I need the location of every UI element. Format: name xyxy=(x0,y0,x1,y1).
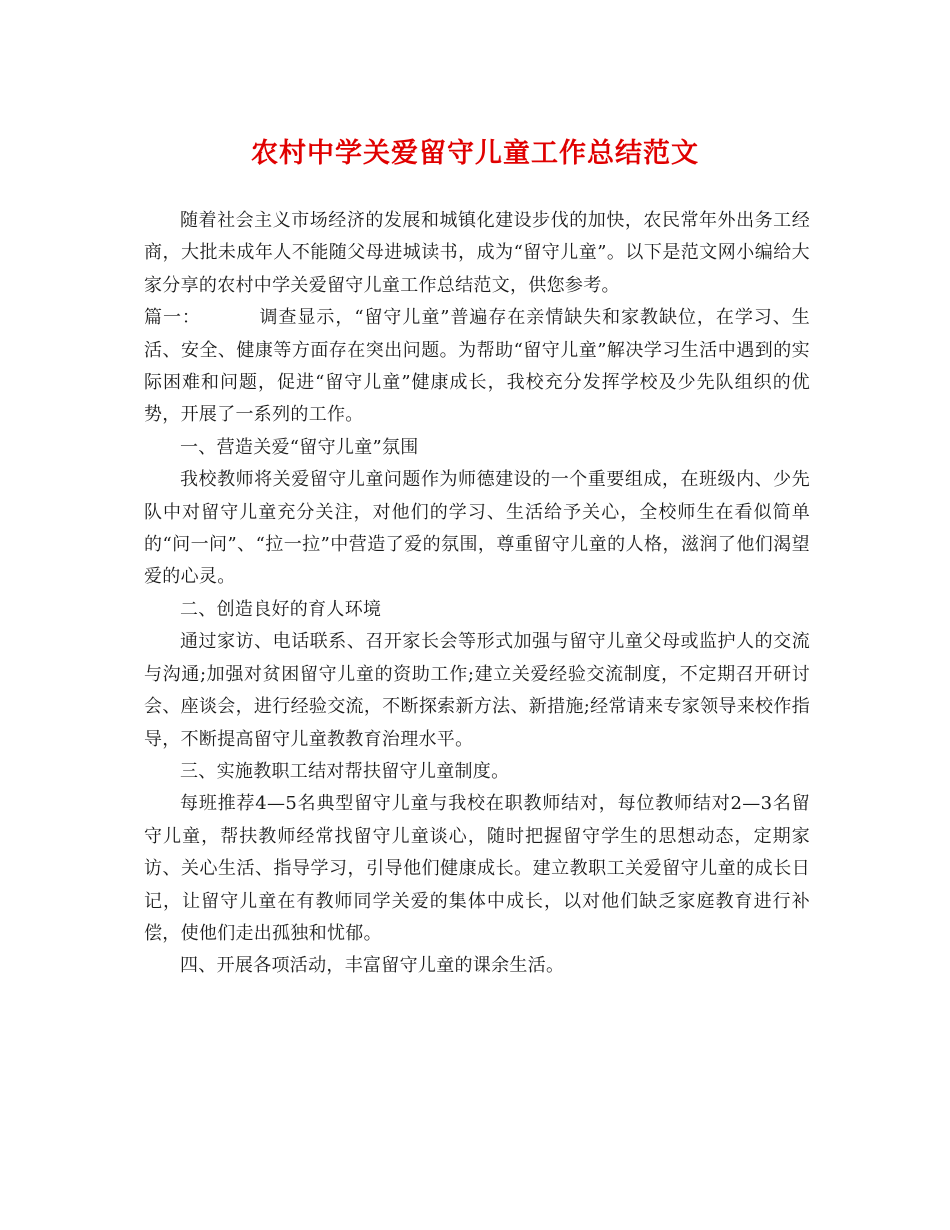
intro-paragraph: 随着社会主义市场经济的发展和城镇化建设步伐的加快，农民常年外出务工经商，大批未成年人不能随父母进城读书，成为“留守儿童”。以下是范文网小编给大家分享的农村中学关爱留守儿童工作总结范文，供您参考。 xyxy=(144,210,810,296)
part-one-paragraph xyxy=(144,302,810,432)
document-title: 农村中学关爱留守儿童工作总结范文 xyxy=(251,138,699,169)
section-3-paragraph: 每班推荐4—5名典型留守儿童与我校在职教师结对，每位教师结对2—3名留守儿童，帮扶教师经常找留守儿童谈心，随时把握留守学生的思想动态，定期家访、关心生活、指导学习，引导他们健康成长。建立教职工关爱留守儿童的成长日记，让留守儿童在有教师同学关爱的集体中成长，以对他们缺乏家庭教育进行补偿，使他们走出孤独和忧郁。 xyxy=(144,793,810,944)
part-label: 篇一： xyxy=(144,307,201,329)
section-1-heading: 一、营造关爱“留守儿童”氛围 xyxy=(180,436,419,458)
document-body xyxy=(144,205,810,983)
part-text: 调查显示，“留守儿童”普遍存在亲情缺失和家教缺位，在学习、生活、安全、健康等方面存在突出问题。为帮助“留守儿童”解决学习生活中遇到的实际困难和问题，促进“留守儿童”健康成长，我校充分发挥学校及少先队组织的优势，开展了一系列的工作。 xyxy=(144,307,810,426)
section-4-heading: 四、开展各项活动，丰富留守儿童的课余生活。 xyxy=(180,955,565,977)
section-2-paragraph: 通过家访、电话联系、召开家长会等形式加强与留守儿童父母或监护人的交流与沟通;加强对贫困留守儿童的资助工作;建立关爱经验交流制度，不定期召开研讨会、座谈会，进行经验交流，不断探索新方法、新措施;经常请来专家领导来校作指导，不断提高留守儿童教教育治理水平。 xyxy=(144,631,810,750)
section-2-heading: 二、创造良好的育人环境 xyxy=(180,598,382,620)
section-3-heading: 三、实施教职工结对帮扶留守儿童制度。 xyxy=(180,760,510,782)
section-1-paragraph: 我校教师将关爱留守儿童问题作为师德建设的一个重要组成，在班级内、少先队中对留守儿童充分关注，对他们的学习、生活给予关心，全校师生在看似简单的“问一问”、“拉一拉”中营造了爱的氛围，尊重留守儿童的人格，滋润了他们渴望爱的心灵。 xyxy=(144,469,810,588)
